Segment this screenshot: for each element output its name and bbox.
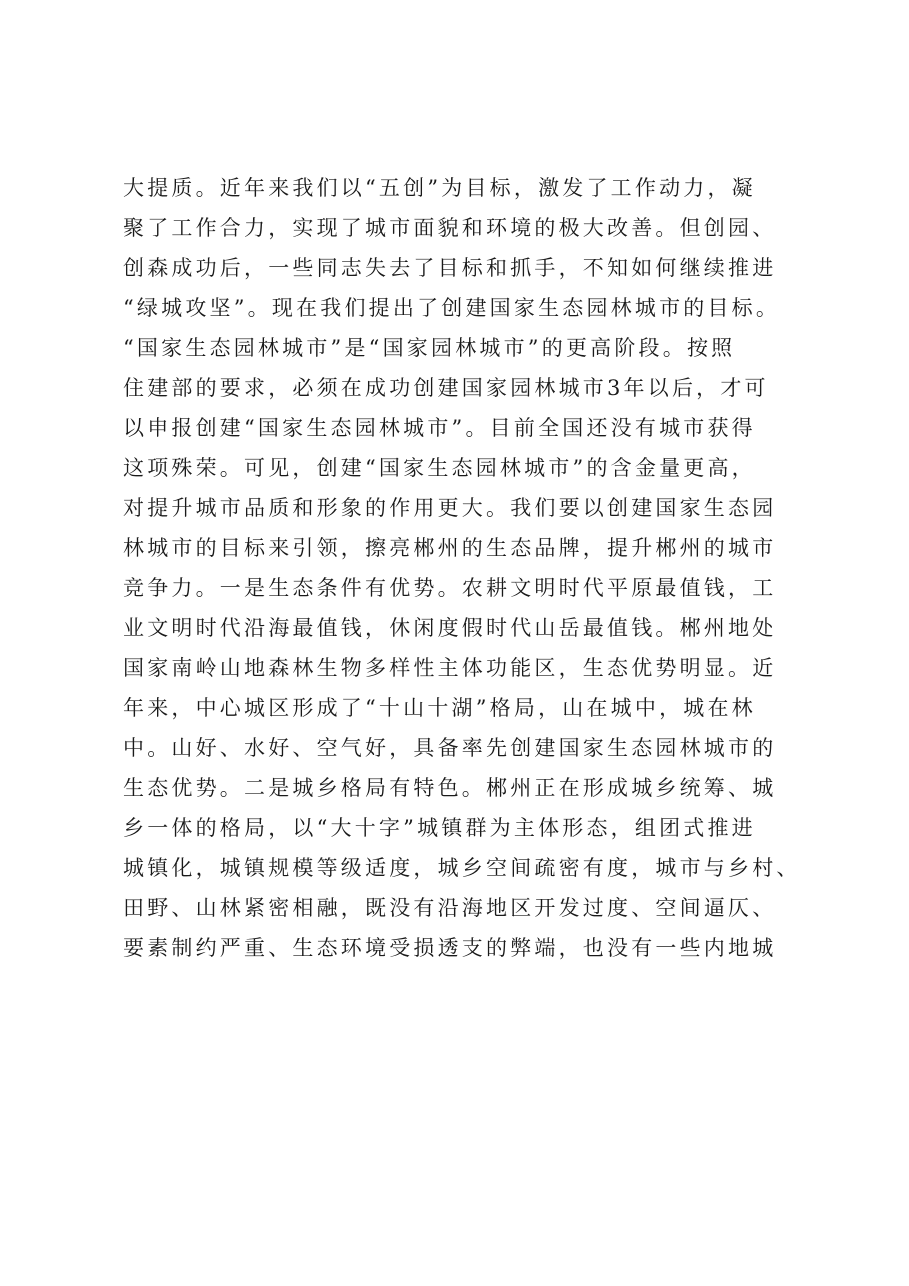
text-line-3: 创森成功后，一些同志失去了目标和抓手，不知如何继续推进	[123, 256, 777, 280]
text-line-5: “国家生态园林城市”是“国家园林城市”的更高阶段。按照	[123, 336, 736, 360]
text-line-20: 要素制约严重、生态环境受损透支的弊端，也没有一些内地城	[123, 936, 777, 960]
text-line-8: 这项殊荣。可见，创建“国家生态园林城市”的含金量更高，	[123, 456, 756, 480]
body-text	[123, 168, 803, 968]
text-line-10: 林城市的目标来引领，擦亮郴州的生态品牌，提升郴州的城市	[123, 536, 777, 560]
text-line-19: 田野、山林紧密相融，既没有沿海地区开发过度、空间逼仄、	[123, 896, 777, 920]
text-line-18: 城镇化，城镇规模等级适度，城乡空间疏密有度，城市与乡村、	[123, 856, 801, 880]
text-line-14: 年来，中心城区形成了“十山十湖”格局，山在城中，城在林	[123, 696, 756, 720]
text-line-4: “绿城攻坚”。现在我们提出了创建国家生态园林城市的目标。	[123, 296, 781, 320]
text-line-1: 大提质。近年来我们以“五创”为目标，激发了工作动力，凝	[123, 176, 756, 200]
text-line-11: 竞争力。一是生态条件有优势。农耕文明时代平原最值钱，工	[123, 576, 777, 600]
text-line-9: 对提升城市品质和形象的作用更大。我们要以创建国家生态园	[123, 496, 777, 520]
text-line-17: 乡一体的格局，以“大十字”城镇群为主体形态，组团式推进	[123, 816, 756, 840]
text-line-12: 业文明时代沿海最值钱，休闲度假时代山岳最值钱。郴州地处	[123, 616, 777, 640]
text-line-7: 以申报创建“国家生态园林城市”。目前全国还没有城市获得	[123, 416, 756, 440]
text-line-15: 中。山好、水好、空气好，具备率先创建国家生态园林城市的	[123, 736, 777, 760]
text-line-2: 聚了工作合力，实现了城市面貌和环境的极大改善。但创园、	[123, 216, 777, 240]
text-line-13: 国家南岭山地森林生物多样性主体功能区，生态优势明显。近	[123, 656, 777, 680]
text-line-6: 住建部的要求，必须在成功创建国家园林城市3年以后，才可	[123, 376, 769, 400]
text-line-16: 生态优势。二是城乡格局有特色。郴州正在形成城乡统筹、城	[123, 776, 777, 800]
